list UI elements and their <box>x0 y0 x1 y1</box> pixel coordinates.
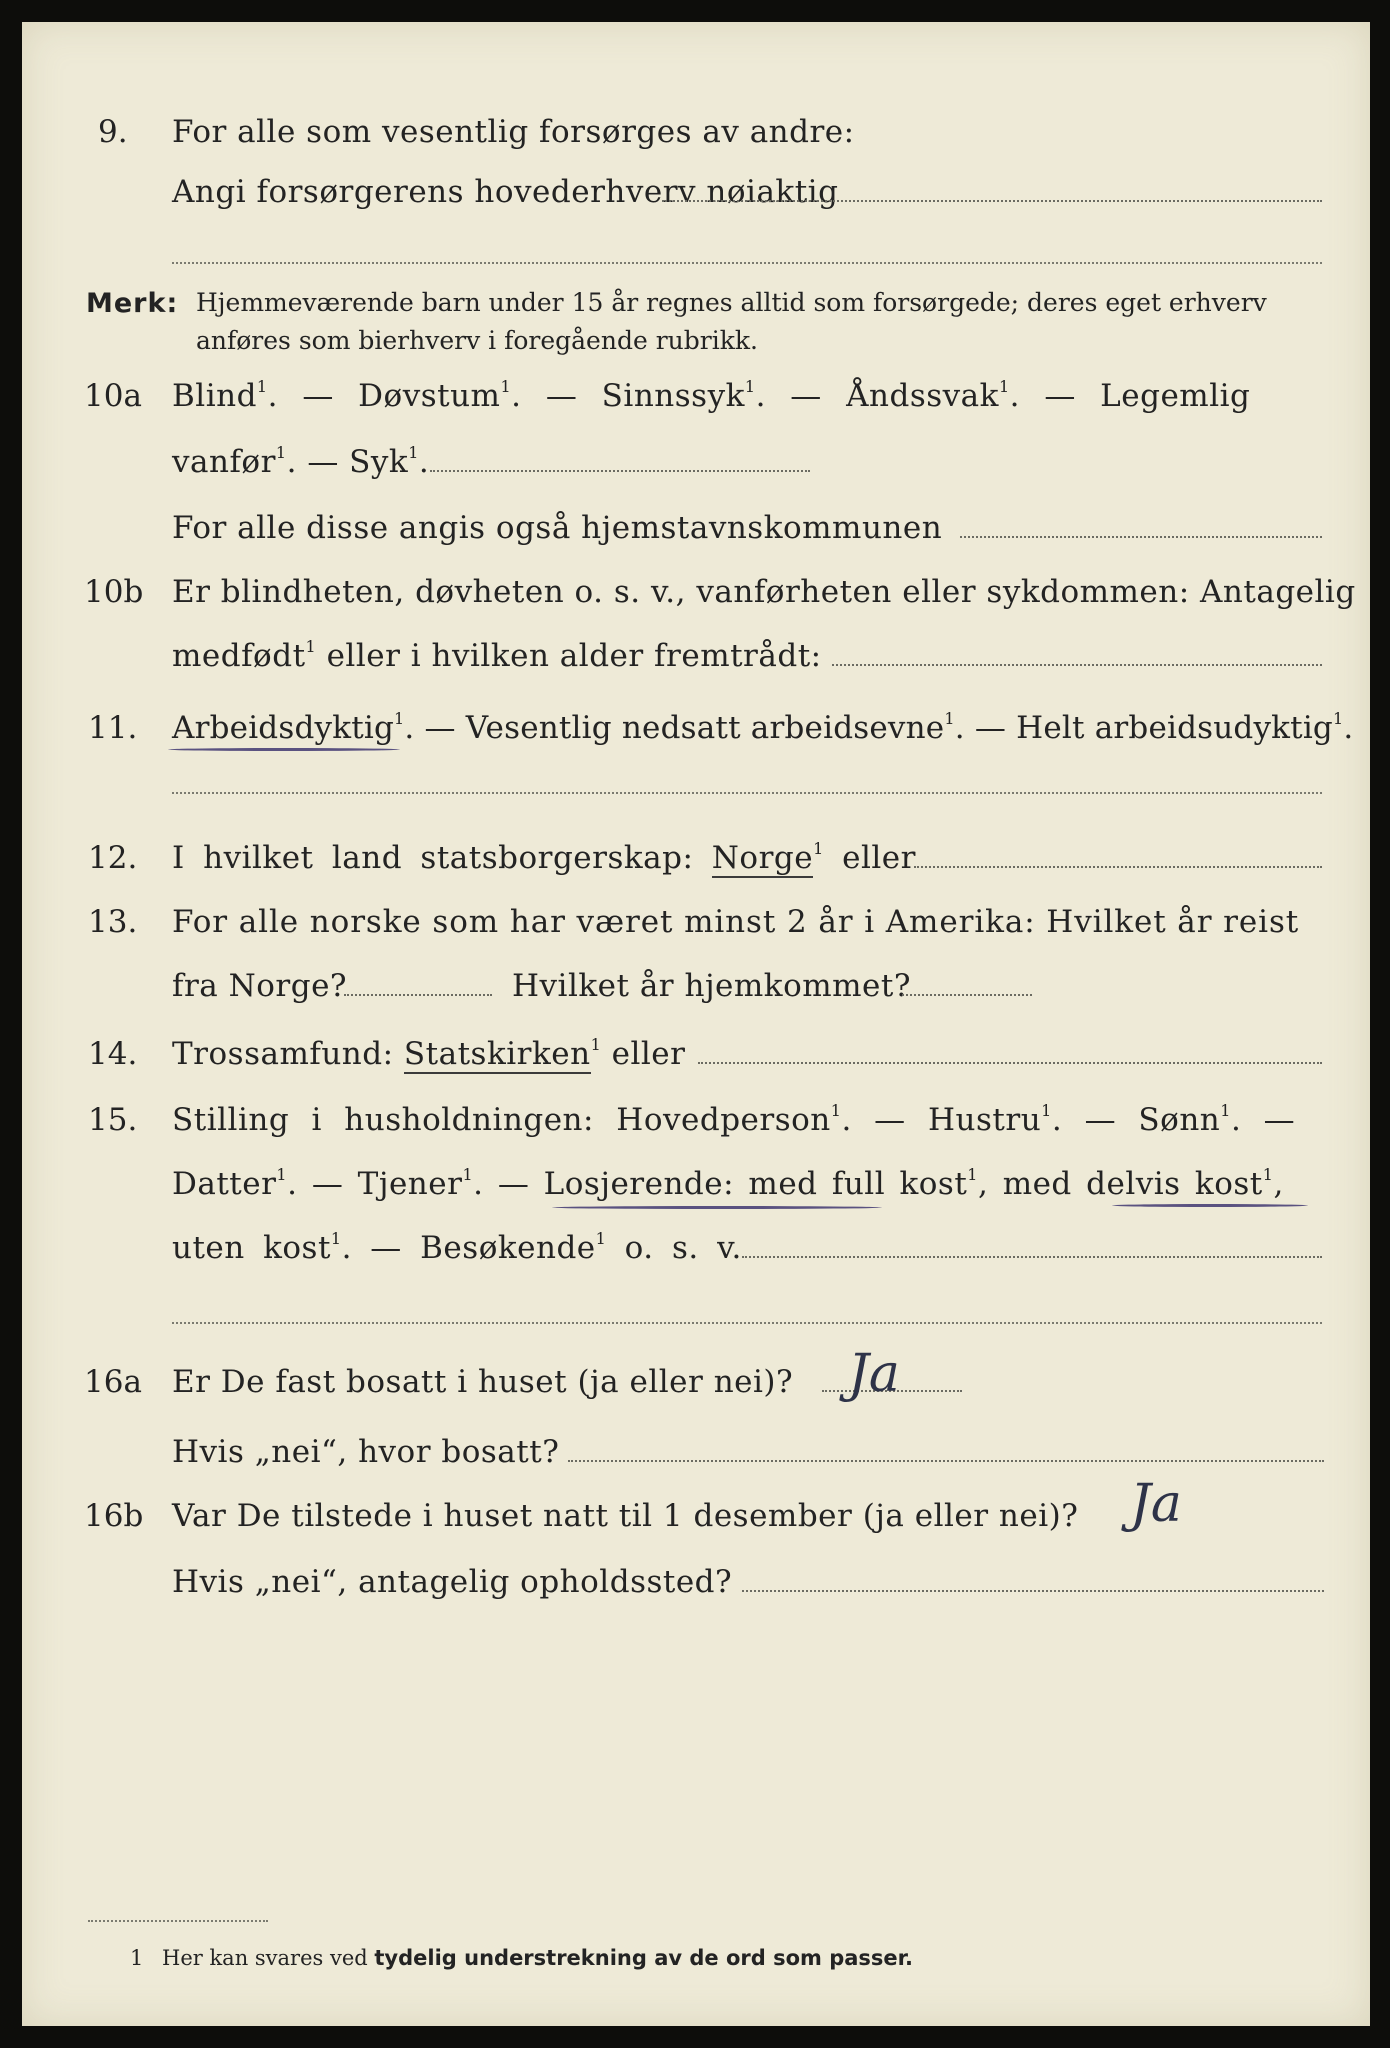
q16a-bosatt-line[interactable] <box>568 1460 1324 1462</box>
pen-underline-delvis-kost <box>1112 1204 1308 1207</box>
q9-line1: For alle som vesentlig forsørges av andre: <box>172 114 855 150</box>
q13-hjemkommet-label: Hvilket år hjemkommet? <box>512 968 911 1004</box>
separator <box>172 1322 1322 1324</box>
option-tjener: . — Tjener <box>287 1166 463 1202</box>
footnote-mark: 1 <box>330 1229 342 1248</box>
q16a-handwritten-answer[interactable]: Ja <box>848 1344 900 1404</box>
option-uten-kost: uten kost <box>172 1230 331 1266</box>
option-medfodt: medfødt <box>172 638 306 674</box>
option-nedsatt-arbeidsevne: — Vesentlig nedsatt arbeidsevne <box>414 710 945 746</box>
option-arbeidsudyktig: — Helt arbeidsudyktig <box>964 710 1333 746</box>
footnote-mark: 1 <box>967 1165 978 1184</box>
period: . <box>954 710 965 746</box>
option-andssvak: . — Åndssvak <box>755 378 999 414</box>
period: . <box>418 444 430 480</box>
q12-answer-line[interactable] <box>914 866 1322 868</box>
footnote-mark: 1 <box>595 1229 607 1248</box>
separator <box>172 262 1322 264</box>
footnote-mark: 1 <box>1220 1101 1231 1120</box>
question-number-15: 15. <box>88 1102 138 1138</box>
q13-reist-label: fra Norge? <box>172 968 348 1004</box>
question-number-13: 13. <box>88 904 138 940</box>
q15-line1 <box>172 1100 1295 1140</box>
q10b-alder-text: eller i hvilken alder fremtrådt: <box>316 638 822 674</box>
q16b-line1: Var De tilstede i huset natt til 1 desember (ja eller nei)? <box>172 1498 1079 1534</box>
q15-line2 <box>172 1164 1284 1204</box>
option-besokende: . — Besøkende <box>341 1230 596 1266</box>
period: . <box>1343 710 1354 746</box>
footnote-text-a: Her kan svares ved <box>162 1946 375 1970</box>
q15-osv: o. s. v. <box>606 1230 742 1266</box>
pen-underline-arbeidsdyktig <box>168 748 400 751</box>
footnote-mark: 1 <box>275 443 287 462</box>
pen-underline-losjerende <box>552 1206 882 1209</box>
q10a-line2 <box>172 442 429 482</box>
footnote-rule <box>88 1920 268 1922</box>
footnote-mark: 1 <box>394 709 405 728</box>
footnote-mark: 1 <box>1332 709 1344 728</box>
footnote-mark: 1 <box>590 1035 602 1054</box>
option-hustru: . — Hustru <box>841 1102 1042 1138</box>
dash: . — <box>1230 1102 1296 1138</box>
footnote-number: 1 <box>130 1946 144 1970</box>
comma: , <box>1273 1166 1284 1202</box>
footnote-mark: 1 <box>813 839 824 858</box>
question-number-16b: 16b <box>84 1498 144 1534</box>
option-sinnssyk: . — Sinnssyk <box>511 378 745 414</box>
option-syk: . — Syk <box>286 444 409 480</box>
footnote-mark: 1 <box>998 377 1010 396</box>
question-number-12: 12. <box>88 840 138 876</box>
footnote-mark: 1 <box>944 709 955 728</box>
q10a-line1 <box>172 376 1250 416</box>
q9-line2: Angi forsørgerens hovederhverv nøiaktig <box>172 174 839 210</box>
footnote-mark: 1 <box>1041 1101 1052 1120</box>
q10b-line1: Er blindheten, døvheten o. s. v., vanførheten eller sykdommen: Antagelig <box>172 574 1356 610</box>
option-vanfor: vanfør <box>172 444 276 480</box>
question-number-9: 9. <box>98 114 128 150</box>
q16b-handwritten-answer[interactable]: Ja <box>1130 1474 1182 1534</box>
q13-reist-answer[interactable] <box>344 994 492 996</box>
q14-line <box>172 1034 685 1074</box>
q10b-answer-line[interactable] <box>832 664 1322 666</box>
q14-text: Trossamfund: <box>172 1036 404 1072</box>
footnote-mark: 1 <box>305 637 317 656</box>
option-datter: Datter <box>172 1166 277 1202</box>
option-norge: Norge <box>711 840 814 876</box>
census-form-page <box>22 22 1370 2026</box>
question-number-11: 11. <box>88 710 138 746</box>
q10a-hjemstavn-line[interactable] <box>960 536 1322 538</box>
q16b-opholdssted-line[interactable] <box>742 1590 1324 1592</box>
option-sonn: . — Sønn <box>1051 1102 1221 1138</box>
footnote-mark: 1 <box>276 1165 288 1184</box>
option-statskirken: Statskirken <box>403 1036 591 1072</box>
q15-answer-line[interactable] <box>742 1256 1322 1258</box>
q14-eller: eller <box>601 1036 686 1072</box>
q12-eller: eller <box>823 840 916 876</box>
q14-answer-line[interactable] <box>698 1062 1322 1064</box>
option-hovedperson: Stilling i husholdningen: Hovedperson <box>172 1102 831 1138</box>
footnote-mark: 1 <box>1262 1165 1274 1184</box>
question-number-10b: 10b <box>84 574 144 610</box>
footnote-text-b: tydelig understrekning av de ord som passer. <box>374 1946 913 1970</box>
q12-line <box>172 838 916 878</box>
footnote-mark: 1 <box>744 377 756 396</box>
option-blind: Blind <box>172 378 257 414</box>
merk-line2: anføres som bierhverv i foregående rubrikk. <box>196 326 758 355</box>
q10a-answer-line[interactable] <box>430 470 810 472</box>
separator <box>172 792 1322 794</box>
option-legemlig: . — Legemlig <box>1009 378 1251 414</box>
q16a-line1: Er De fast bosatt i huset (ja eller nei)? <box>172 1364 794 1400</box>
footnote-mark: 1 <box>462 1165 474 1184</box>
q16b-line2: Hvis „nei“, antagelig opholdssted? <box>172 1564 733 1600</box>
question-number-14: 14. <box>88 1036 138 1072</box>
q12-text: I hvilket land statsborgerskap: <box>172 840 712 876</box>
q11-options <box>172 708 1353 748</box>
q9-answer-line[interactable] <box>662 200 1322 202</box>
q16a-line2: Hvis „nei“, hvor bosatt? <box>172 1434 560 1470</box>
option-losjerende-full-kost: . — Losjerende: med full kost <box>473 1166 968 1202</box>
merk-line1: Hjemmeværende barn under 15 år regnes alltid som forsørgede; deres eget erhverv <box>196 288 1267 317</box>
option-dovstum: . — Døvstum <box>267 378 501 414</box>
q10b-line2 <box>172 636 822 676</box>
q15-line3 <box>172 1228 742 1268</box>
period: . <box>404 710 415 746</box>
footnote-mark: 1 <box>256 377 268 396</box>
merk-label: Merk: <box>86 288 179 319</box>
option-delvis-kost: , med delvis kost <box>977 1166 1263 1202</box>
footnote-mark: 1 <box>830 1101 842 1120</box>
footnote-mark: 1 <box>500 377 512 396</box>
q13-line1: For alle norske som har været minst 2 år i Amerika: Hvilket år reist <box>172 904 1300 940</box>
q10a-line3: For alle disse angis også hjemstavnskommunen <box>172 510 943 546</box>
q13-hjemkommet-answer[interactable] <box>902 994 1032 996</box>
footnote-text <box>162 1946 913 1970</box>
question-number-16a: 16a <box>84 1364 142 1400</box>
question-number-10a: 10a <box>84 378 142 414</box>
option-arbeidsdyktig: Arbeidsdyktig <box>172 710 395 746</box>
footnote-mark: 1 <box>408 443 419 462</box>
